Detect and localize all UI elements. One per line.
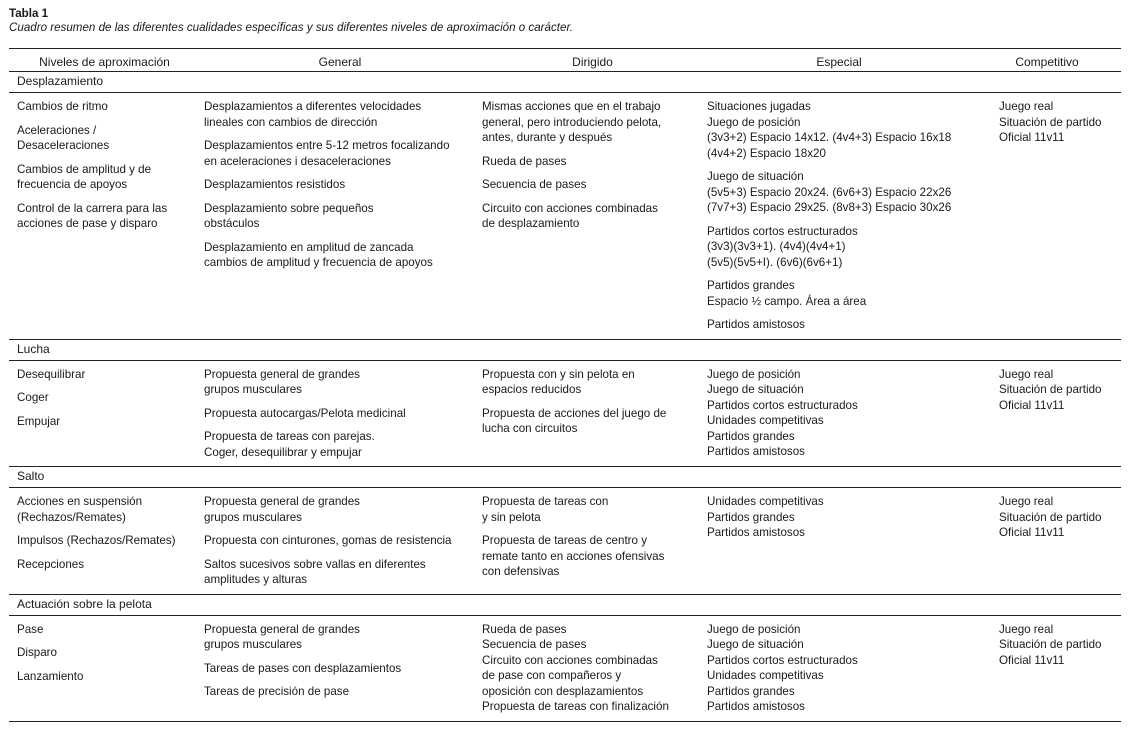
section-content-row — [9, 615, 1121, 721]
cell-line: Coger — [17, 391, 49, 404]
cell-item — [204, 99, 480, 130]
cell-item — [204, 684, 480, 700]
cell-item — [204, 661, 480, 677]
cell-line: Desequilibrar — [17, 367, 86, 381]
cell-line: lucha con circuitos — [482, 422, 578, 435]
cell-line: remate tanto en acciones ofensivas — [482, 549, 665, 563]
cell-item — [204, 177, 480, 193]
cell-line: Juego de situación — [707, 170, 804, 183]
section-content-row — [9, 360, 1121, 467]
cell-line: Oficial 11v11 — [999, 131, 1065, 144]
section-header-row — [9, 467, 1121, 488]
cell-line: en aceleraciones i desaceleraciones — [204, 154, 391, 168]
cell-line: Partidos grandes — [707, 684, 795, 698]
section-title: Actuación sobre la pelota — [9, 594, 1121, 615]
section-title: Salto — [9, 467, 1121, 488]
cell-line: Unidades competitivas — [707, 669, 824, 682]
cell-line: Tareas de precisión de pase — [204, 685, 350, 698]
cell-line: y sin pelota — [482, 510, 541, 524]
cell-item — [204, 429, 480, 460]
cell-line: grupos musculares — [204, 638, 302, 651]
cell-line: Partidos cortos estructurados — [707, 224, 858, 238]
cell-item — [707, 494, 973, 541]
cell-line: Propuesta con cinturones, gomas de resistencia — [204, 534, 452, 547]
cell-line: Juego real — [999, 495, 1054, 508]
cell-general — [200, 360, 480, 467]
cell-item — [707, 224, 973, 271]
cell-line: (4v4+2) Espacio 18x20 — [707, 146, 826, 160]
cell-line: Oficial 11v11 — [999, 526, 1065, 539]
cell-item — [204, 622, 480, 653]
cell-line: Coger, desequilibrar y empujar — [204, 445, 362, 459]
cell-item — [482, 533, 705, 580]
cell-item — [204, 201, 480, 232]
section-title: Desplazamiento — [9, 72, 1121, 93]
cell-line: Juego real — [999, 100, 1054, 113]
cell-line: Propuesta de tareas con finalización — [482, 700, 669, 713]
cell-line: Partidos grandes — [707, 429, 795, 443]
cell-item — [17, 622, 200, 638]
cell-line: Propuesta de tareas con parejas. — [204, 430, 375, 443]
cell-line: Saltos sucesivos sobre vallas en diferentes — [204, 557, 426, 571]
cell-item — [17, 533, 200, 549]
cell-especial — [705, 615, 973, 721]
cell-item — [482, 154, 705, 170]
cell-item — [204, 533, 480, 549]
cell-line: Propuesta con y sin pelota en — [482, 367, 635, 381]
cell-line: Rueda de pases — [482, 154, 567, 168]
cell-line: Partidos amistosos — [707, 318, 805, 331]
cell-dirigido — [480, 488, 705, 595]
cell-line: Aceleraciones / — [17, 123, 97, 137]
cell-line: Juego de situación — [707, 383, 804, 396]
cell-dirigido — [480, 93, 705, 340]
cell-line: Disparo — [17, 646, 57, 659]
cell-line: Cambios de amplitud y de — [17, 162, 152, 176]
cell-item — [707, 317, 973, 333]
cell-general — [200, 93, 480, 340]
cell-line: Propuesta de tareas con — [482, 495, 609, 508]
cell-line: Mismas acciones que en el trabajo — [482, 100, 661, 113]
cell-line: Circuito con acciones combinadas — [482, 653, 658, 667]
cell-competitivo — [973, 93, 1121, 340]
cell-line: grupos musculares — [204, 383, 302, 396]
cell-line: Desplazamiento sobre pequeños — [204, 201, 374, 215]
cell-line: Desplazamientos resistidos — [204, 178, 346, 191]
section-header-row — [9, 72, 1121, 93]
cell-line: obstáculos — [204, 217, 260, 230]
cell-line: Situación de partido — [999, 510, 1102, 524]
cell-competitivo — [973, 360, 1121, 467]
cell-item — [482, 177, 705, 193]
cell-line: Pase — [17, 622, 44, 636]
cell-line: Propuesta general de grandes — [204, 367, 360, 381]
cell-item — [17, 162, 200, 193]
table-description: Cuadro resumen de las diferentes cualidades específicas y sus diferentes niveles de aproximación o carácter. — [9, 21, 574, 34]
cell-line: Partidos grandes — [707, 510, 795, 524]
cell-item — [17, 414, 200, 430]
cell-line: antes, durante y después — [482, 131, 613, 144]
cell-niveles — [9, 360, 200, 467]
header-row — [9, 49, 1121, 72]
table-caption — [9, 7, 1124, 35]
cell-especial — [705, 488, 973, 595]
cell-item — [204, 557, 480, 588]
cell-line: Secuencia de pases — [482, 638, 587, 651]
column-header-general: General — [200, 49, 480, 72]
cell-line: Juego real — [999, 367, 1054, 381]
cell-item — [17, 494, 200, 525]
cell-item — [204, 494, 480, 525]
section-title: Lucha — [9, 339, 1121, 360]
cell-line: Partidos amistosos — [707, 526, 805, 539]
cell-niveles — [9, 615, 200, 721]
table-title: Tabla 1 — [9, 7, 49, 20]
cell-item — [482, 99, 705, 146]
cell-line: de pase con compañeros y — [482, 669, 622, 682]
cell-line: con defensivas — [482, 565, 560, 578]
cell-item — [204, 138, 480, 169]
cell-item — [17, 645, 200, 661]
cell-item — [482, 201, 705, 232]
column-header-niveles: Niveles de aproximación — [9, 49, 200, 72]
cell-line: Espacio ½ campo. Área a área — [707, 294, 867, 308]
cell-line: grupos musculares — [204, 510, 302, 524]
cell-line: Secuencia de pases — [482, 178, 587, 191]
cell-line: de desplazamiento — [482, 217, 580, 230]
cell-line: acciones de pase y disparo — [17, 217, 158, 230]
cell-line: Partidos grandes — [707, 279, 795, 292]
section-content-row — [9, 488, 1121, 595]
cell-line: Juego de posición — [707, 622, 801, 636]
cell-item — [707, 99, 973, 161]
cell-item — [482, 494, 705, 525]
cell-line: (3v3)(3v3+1). (4v4)(4v4+1) — [707, 240, 846, 253]
cell-dirigido — [480, 360, 705, 467]
cell-general — [200, 615, 480, 721]
cell-line: Situaciones jugadas — [707, 100, 811, 113]
cell-line: Desplazamiento en amplitud de zancada — [204, 240, 414, 254]
cell-item — [204, 240, 480, 271]
cell-item — [707, 622, 973, 715]
cell-line: Situación de partido — [999, 383, 1102, 396]
section-header-row — [9, 594, 1121, 615]
cell-line: Oficial 11v11 — [999, 398, 1065, 412]
cell-line: Desplazamientos a diferentes velocidades — [204, 100, 422, 113]
table-body — [9, 72, 1121, 722]
cell-line: Partidos amistosos — [707, 445, 805, 458]
cell-line: Impulsos (Rechazos/Remates) — [17, 534, 176, 547]
cell-line: frecuencia de apoyos — [17, 178, 128, 191]
cell-line: Unidades competitivas — [707, 414, 824, 427]
cell-niveles — [9, 488, 200, 595]
cell-line: espacios reducidos — [482, 383, 582, 396]
cell-line: Juego de posición — [707, 115, 801, 129]
cell-line: Propuesta de acciones del juego de — [482, 406, 667, 420]
section-header-row — [9, 339, 1121, 360]
cell-item — [999, 622, 1121, 669]
summary-table — [9, 48, 1121, 722]
cell-line: Tareas de pases con desplazamientos — [204, 661, 402, 675]
column-header-dirigido: Dirigido — [480, 49, 705, 72]
cell-line: Propuesta general de grandes — [204, 495, 360, 508]
cell-item — [482, 406, 705, 437]
cell-line: Desplazamientos entre 5-12 metros focalizando — [204, 139, 450, 152]
cell-line: Juego de situación — [707, 638, 804, 651]
cell-line: Partidos cortos estructurados — [707, 653, 858, 667]
cell-line: Empujar — [17, 414, 61, 428]
cell-competitivo — [973, 488, 1121, 595]
cell-line: Oficial 11v11 — [999, 653, 1065, 667]
cell-line: general, pero introduciendo pelota, — [482, 115, 662, 129]
cell-line: Propuesta general de grandes — [204, 622, 360, 636]
cell-line: Desaceleraciones — [17, 139, 110, 152]
cell-line: Cambios de ritmo — [17, 100, 108, 113]
cell-item — [17, 201, 200, 232]
cell-especial — [705, 360, 973, 467]
cell-line: Recepciones — [17, 557, 85, 571]
cell-line: Propuesta de tareas de centro y — [482, 534, 647, 547]
cell-item — [17, 123, 200, 154]
cell-line: oposición con desplazamientos — [482, 684, 644, 698]
cell-line: Juego real — [999, 622, 1054, 636]
cell-line: Situación de partido — [999, 638, 1102, 651]
cell-line: Situación de partido — [999, 115, 1102, 129]
cell-line: Control de la carrera para las — [17, 201, 168, 215]
column-header-competitivo: Competitivo — [973, 49, 1121, 72]
cell-especial — [705, 93, 973, 340]
cell-line: lineales con cambios de dirección — [204, 115, 378, 129]
cell-line: (7v7+3) Espacio 29x25. (8v8+3) Espacio 30x26 — [707, 201, 952, 214]
cell-line: amplitudes y alturas — [204, 573, 308, 586]
cell-line: (5v5+3) Espacio 20x24. (6v6+3) Espacio 22x26 — [707, 185, 952, 199]
cell-line: (Rechazos/Remates) — [17, 510, 126, 524]
cell-item — [707, 367, 973, 460]
cell-dirigido — [480, 615, 705, 721]
cell-niveles — [9, 93, 200, 340]
cell-line: (3v3+2) Espacio 14x12. (4v4+3) Espacio 16x18 — [707, 131, 952, 144]
cell-line: Partidos amistosos — [707, 700, 805, 713]
cell-item — [17, 669, 200, 685]
cell-line: Lanzamiento — [17, 669, 84, 683]
cell-item — [17, 99, 200, 115]
cell-competitivo — [973, 615, 1121, 721]
column-header-especial: Especial — [705, 49, 973, 72]
section-content-row — [9, 93, 1121, 340]
cell-general — [200, 488, 480, 595]
cell-line: Partidos cortos estructurados — [707, 398, 858, 412]
cell-item — [707, 169, 973, 216]
cell-item — [17, 390, 200, 406]
cell-item — [204, 367, 480, 398]
cell-line: Circuito con acciones combinadas — [482, 201, 658, 215]
cell-item — [17, 367, 200, 383]
cell-line: Rueda de pases — [482, 622, 567, 636]
cell-item — [482, 367, 705, 398]
cell-line: (5v5)(5v5+I). (6v6)(6v6+1) — [707, 255, 843, 269]
cell-line: cambios de amplitud y frecuencia de apoyos — [204, 256, 433, 269]
cell-item — [999, 367, 1121, 414]
cell-item — [999, 494, 1121, 541]
cell-line: Propuesta autocargas/Pelota medicinal — [204, 406, 406, 420]
cell-line: Acciones en suspensión — [17, 495, 143, 508]
cell-item — [999, 99, 1121, 146]
cell-item — [17, 557, 200, 573]
cell-item — [707, 278, 973, 309]
cell-line: Juego de posición — [707, 367, 801, 381]
cell-line: Unidades competitivas — [707, 495, 824, 508]
cell-item — [204, 406, 480, 422]
cell-item — [482, 622, 705, 715]
